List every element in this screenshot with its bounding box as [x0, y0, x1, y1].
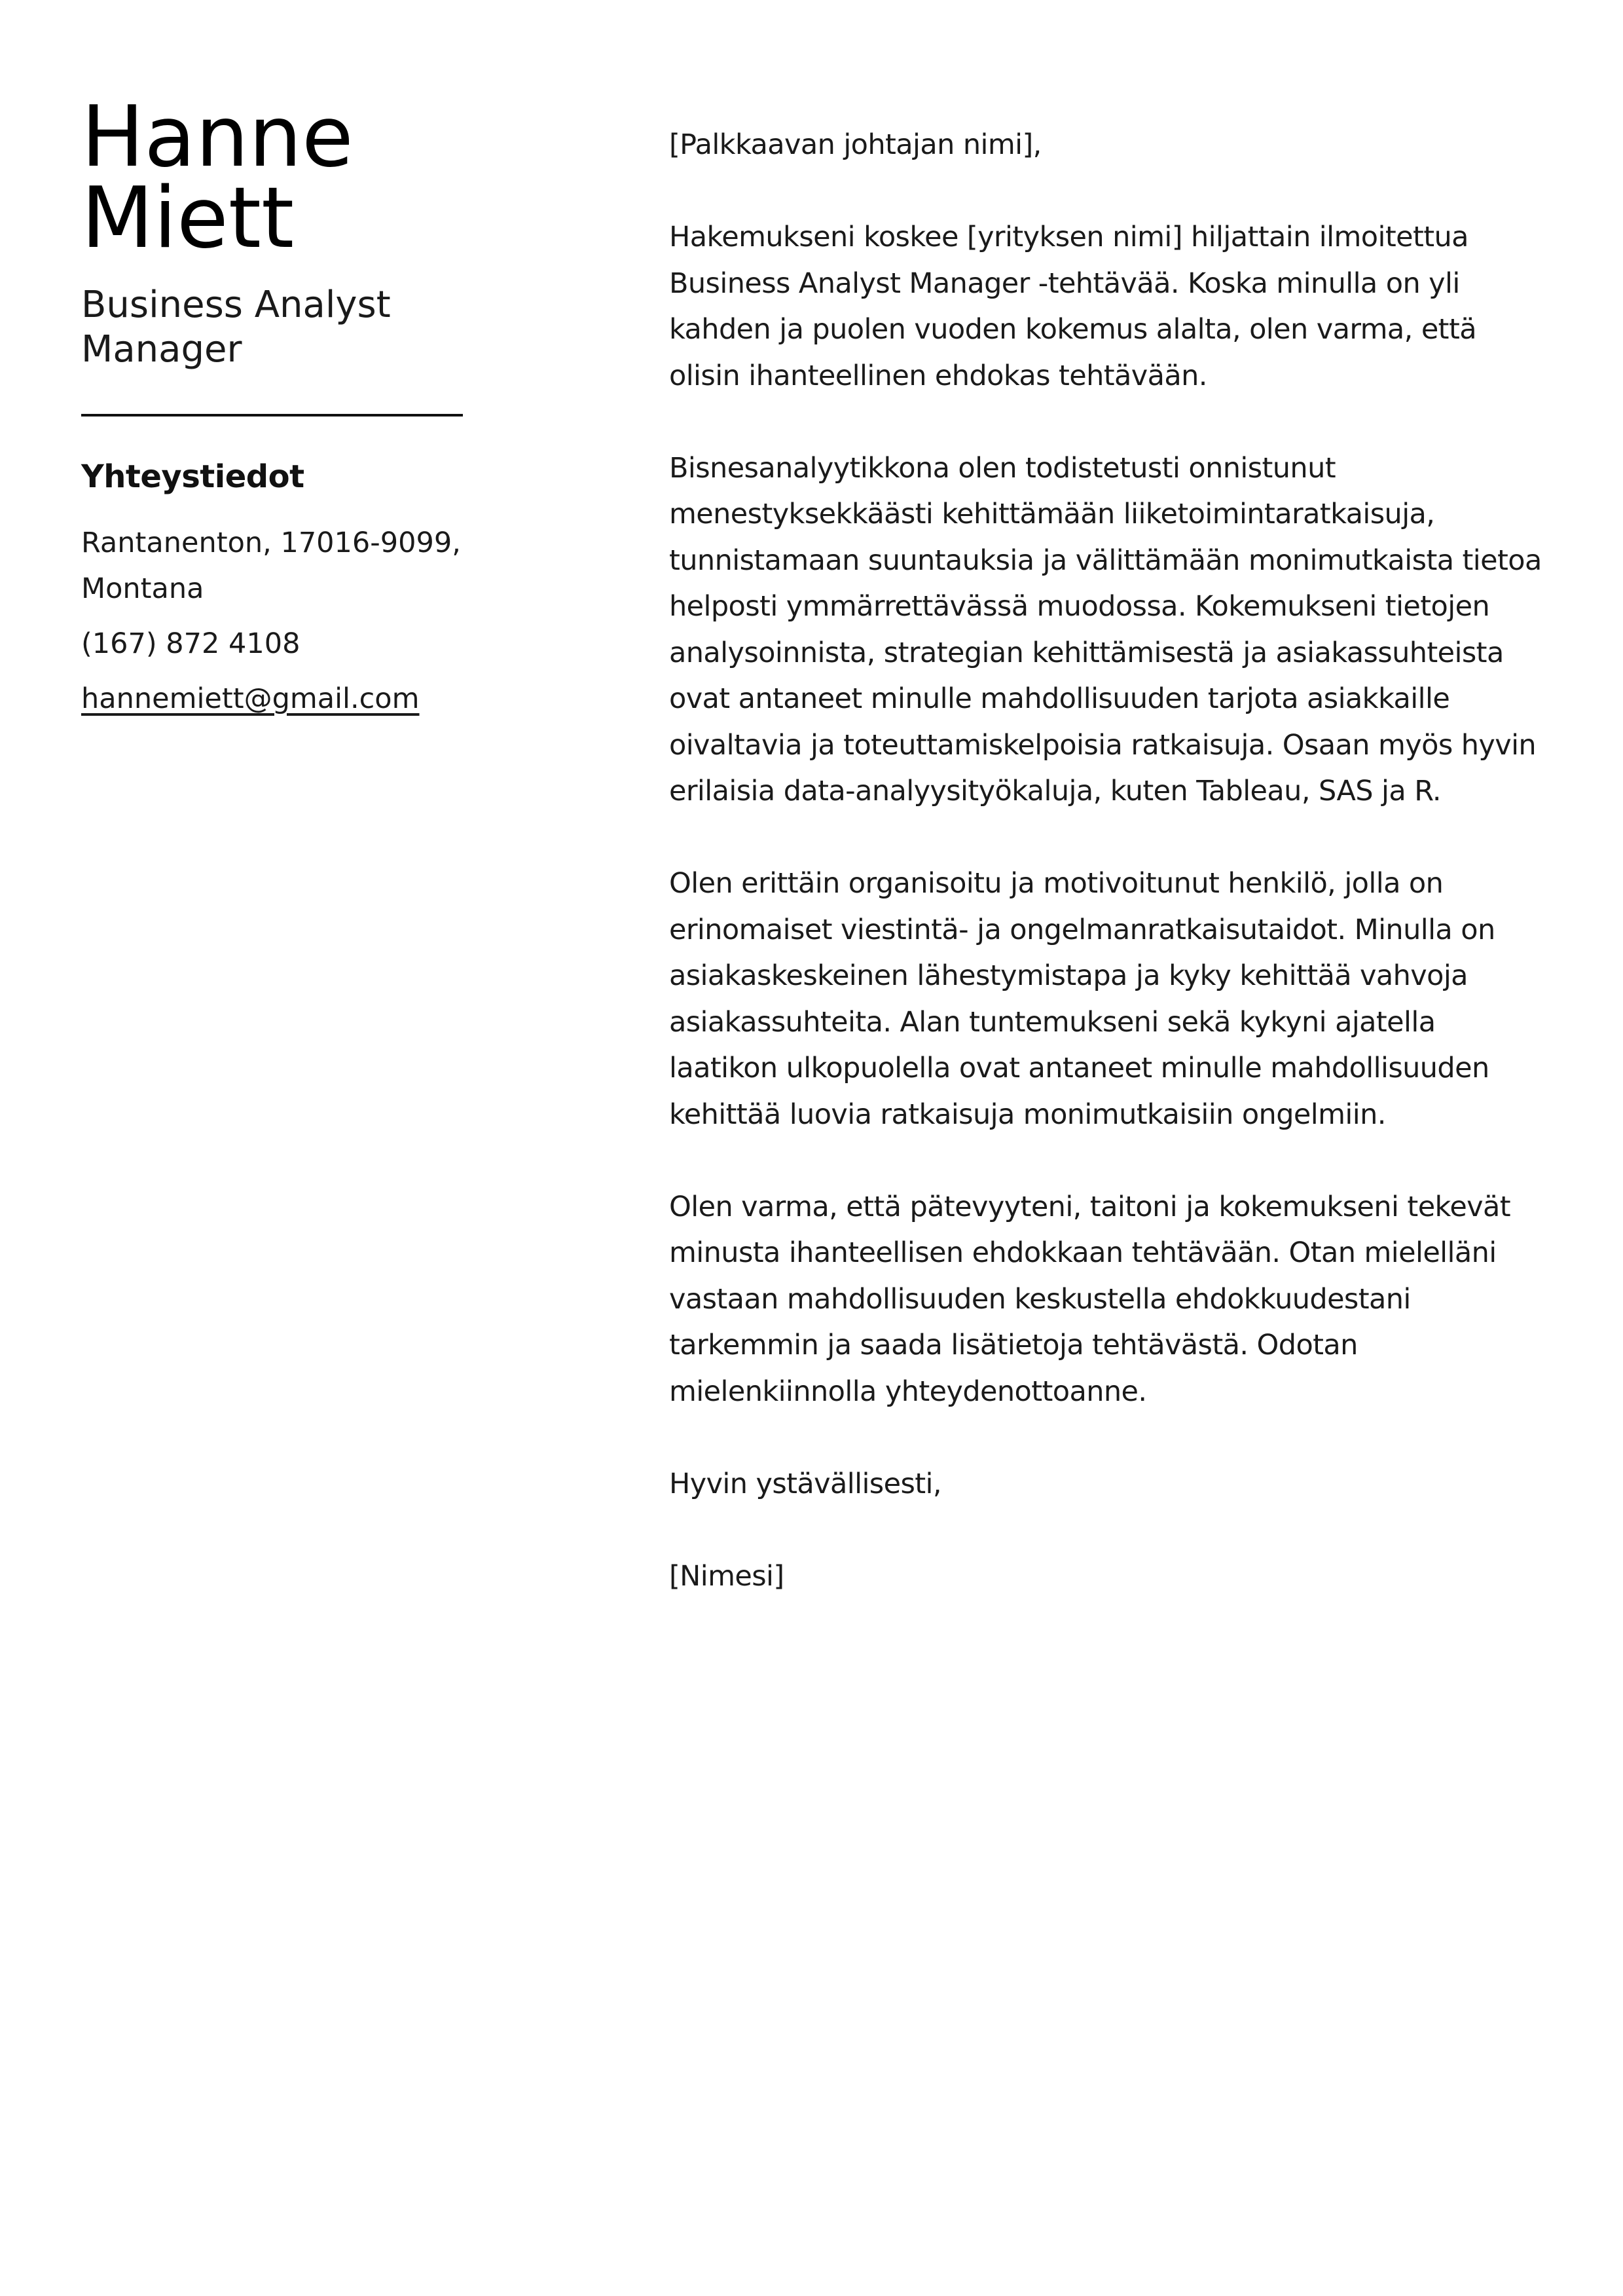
- paragraph-skills: Olen erittäin organisoitu ja motivoitunut henkilö, jolla on erinomaiset viestintä- ja ongelmanratkaisutaidot. Minulla on asiakaskeskeinen lähestymistapa ja kyky kehittää vahvoja asiakassuhteita. Alan tuntemukseni sekä kykyni ajatella laatikon ulkopuolella ovat antaneet minulle mahdollisuuden kehittää luovia ratkaisuja monimutkaisiin ongelmiin.: [669, 867, 1495, 1131]
- paragraph-conclusion: Olen varma, että pätevyyteni, taitoni ja kokemukseni tekevät minusta ihanteellisen ehdokkaan tehtävään. Otan mielelläni vastaan mahdollisuuden keskustella ehdokkuudestani tarkemmin ja saada lisätietoja tehtävästä. Odotan mielenkiinnolla yhteydenottoanne.: [669, 1190, 1511, 1408]
- last-name: Miett: [81, 170, 295, 267]
- paragraph-experience: Bisnesanalyytikkona olen todistetusti onnistunut menestyksekkäästi kehittämään liiketoimintaratkaisuja, tunnistamaan suuntauksia ja välittämään monimutkaista tietoa helposti ymmärrettävässä muodossa. Kokemukseni tietojen analysoinnista, strategian kehittämisestä ja asiakassuhteista ovat antaneet minulle mahdollisuuden tarjota asiakkaille oivaltavia ja toteuttamiskelpoisia ratkaisuja. Osaan myös hyvin erilaisia data-analyysityökaluja, kuten Tableau, SAS ja R.: [669, 451, 1542, 807]
- applicant-name: [81, 88, 464, 267]
- signature: [Nimesi]: [669, 1559, 784, 1593]
- salutation: [Palkkaavan johtajan nimi],: [669, 128, 1042, 161]
- first-name: Hanne: [81, 88, 354, 186]
- job-title: Business Analyst Manager: [81, 284, 391, 371]
- contact-phone: (167) 872 4108: [81, 627, 301, 660]
- contact-address: Rantanenton, 17016-9099, Montana: [81, 527, 461, 605]
- paragraph-intro: Hakemukseni koskee [yrityksen nimi] hiljattain ilmoitettua Business Analyst Manager -tehtävää. Koska minulla on yli kahden ja puolen vuoden kokemus alalta, olen varma, että olisin ihanteellinen ehdokas tehtävään.: [669, 221, 1476, 392]
- contact-heading: Yhteystiedot: [81, 458, 304, 495]
- cover-letter-body: [669, 122, 1546, 1646]
- closing: Hyvin ystävällisesti,: [669, 1467, 941, 1500]
- contact-email-link[interactable]: hannemiett@gmail.com: [81, 682, 420, 715]
- divider: [81, 414, 463, 417]
- sidebar: [81, 88, 464, 722]
